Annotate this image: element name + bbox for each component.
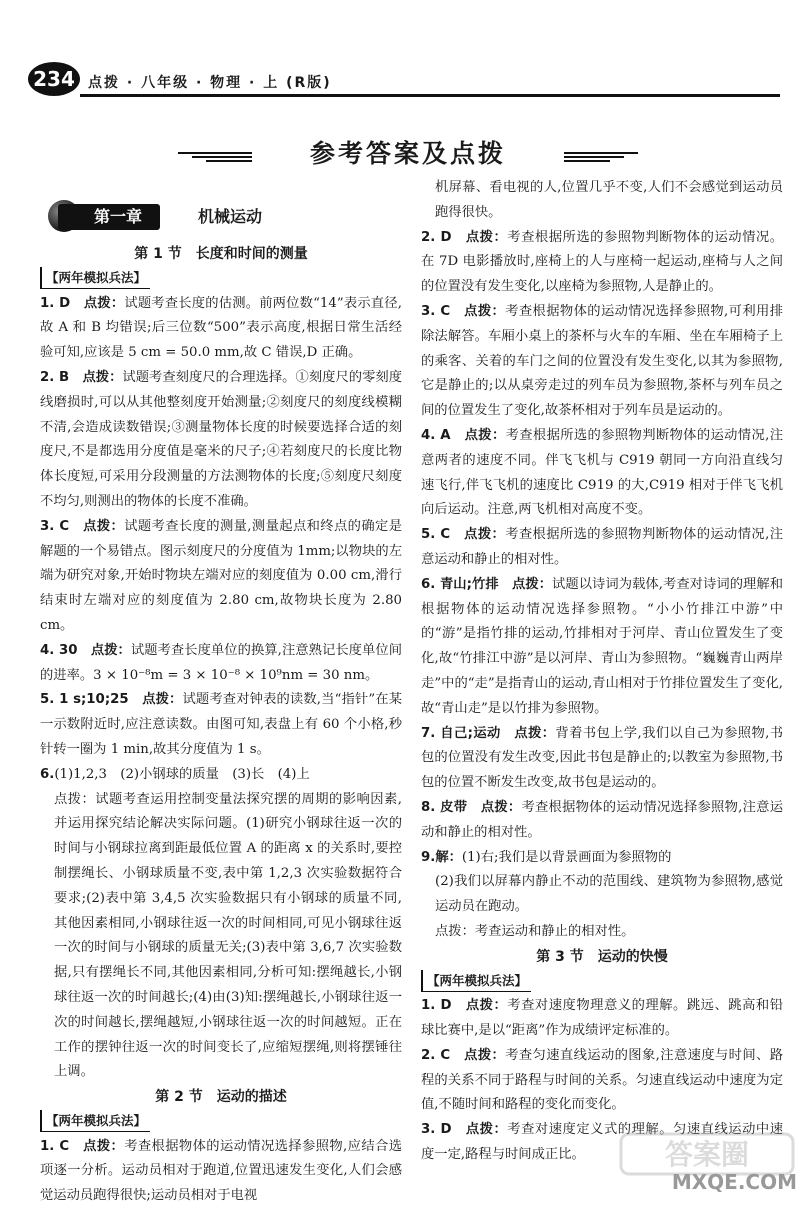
answer-text: 试题以诗词为载体,考查对诗词的理解和根据物体的运动情况选择参照物。“小小竹排江中游”中的“游”是指竹排的运动,竹排相对于河岸、青山位置发生了变化,故“竹排江中游”是以河岸、青山为参照物。“巍巍青山两岸走”中的“走”是指青山的运动,青山相对于竹排位置发生了变化,故“青山走”是以竹排为参照物。 — [421, 576, 784, 716]
answer-explanation: (2)我们以屏幕内静止不动的范围线、建筑物为参照物,感觉运动员在跑动。 — [435, 874, 783, 915]
answer-number: 1. D — [421, 998, 452, 1014]
answer-text: 试题考查对钟表的读数,当“指针”在某一示数附近时,应注意读数。由图可知,表盘上有 60 个小格,秒针转一圈为 1 min,故其分度值为 1 s。 — [40, 692, 403, 757]
answer-item — [421, 523, 783, 573]
answer-text: 考查根据所选的参照物判断物体的运动情况,注意运动和静止的相对性。 — [421, 527, 783, 567]
right-column — [421, 176, 783, 1168]
hint-keyword: 点拨： — [54, 791, 96, 807]
answer-item — [40, 688, 402, 762]
answer-number: 3. D — [421, 1122, 452, 1138]
section-title: 第 3 节 运动的快慢 — [536, 948, 668, 965]
answer-text: 试题考查刻度尺的合理选择。①刻度尺的零刻度线磨损时,可以从其他整刻度开始测量;②刻度尺的刻度线模糊不清,会造成读数错误;③测量物体长度的时候要选择合适的刻度尺,不是都选用分度值是毫米的尺子;④若刻度尺的长度比物体长度短,可采用分段测量的方法测物体的长度;⑤刻度尺刻度不均匀,则测出的物体的长度不准确。 — [40, 369, 403, 509]
hint-keyword: 点拨： — [465, 229, 508, 245]
practice-tag: 【两年模拟兵法】 — [421, 970, 531, 992]
answer-number: 9. — [421, 849, 436, 865]
answer-item — [421, 424, 783, 523]
answer-text: 背着书包上学,我们以自己为参照物,书包的位置没有发生改变,因此书包是静止的;以教室为参照物,书包的位置不断发生改变,故书包是运动的。 — [421, 725, 784, 791]
answer-item — [40, 515, 402, 639]
answer-number: 7. 自己;运动 — [421, 725, 501, 741]
answer-number: 1. D — [40, 295, 71, 311]
answer-item — [40, 639, 402, 689]
s1-answer-list — [40, 292, 402, 1086]
chapter-label: 第一章 — [58, 204, 160, 230]
hint-keyword: 点拨： — [83, 1138, 125, 1154]
title-block — [258, 134, 558, 178]
answer-text: 试题考查运用控制变量法探究摆的周期的影响因素,并运用探究结论解决实际问题。(1)研究小钢球往返一次的时间与小钢球拉离到距最低位置 A 的距离 x 的关系时,要控制摆绳长、小钢球质量不变,表中第 1,2,3 次实验数据符合要求;(2)表中第 3,4,5 次实验数据只有小钢球的质量不同,其他因素相同,小钢球往返一次的时间相同,可见小钢球往返一次的时间与小钢球的质量无关;(3)表中第 3,6,7 次实验数据,只有摆绳长不同,其他因素相同,分析可知:摆绳越长,小钢球往返一次的时间越长;(4)由(3)知:摆绳越长,小钢球往返一次的时间越长,摆绳越短,小钢球往返一次的时间越短。正在工作的摆钟往返一次的时间变长了,应缩短摆绳,则将摆锤往上调。 — [54, 791, 403, 1080]
answer-item — [421, 994, 783, 1044]
answer-text: 考查根据所选的参照物判断物体的运动情况,注意两者的速度不同。伴飞飞机与 C919 朝同一方向沿直线匀速飞行,伴飞飞机的速度比 C919 的大,C919 相对于伴飞飞机向后运动。注意,两飞机相对高度不变。 — [421, 427, 784, 518]
answer-item — [421, 300, 783, 424]
hint-keyword: 点拨： — [83, 518, 125, 534]
answer-text: 试题考查长度的测量,测量起点和终点的确定是解题的一个易错点。图示刻度尺的分度值为 1mm;以物块的左端为研究对象,开始时物块左端对应的刻度值为 0.00 cm,滑行结束时左端对应的刻度值为 2.80 cm,故物块长度为 2.80 cm。 — [40, 518, 402, 633]
answer-number: 6. 青山;竹排 — [421, 576, 499, 592]
hint-keyword: 点拨： — [464, 303, 506, 319]
answer-item — [421, 722, 783, 796]
answer-text: 考查根据所选的参照物判断物体的运动情况。在 7D 电影播放时,座椅上的人与座椅一起运动,座椅与人之间的位置没有发生变化,以座椅为参照物,人是静止的。 — [421, 229, 783, 295]
hint-keyword: 点拨： — [90, 642, 131, 658]
hint-keyword: 点拨： — [464, 427, 506, 443]
answer-item — [40, 292, 402, 366]
answer-text: 考查根据物体的运动情况选择参照物,可利用排除法解答。车厢小桌上的茶杯与火车的车厢、坐在车厢椅子上的乘客、关着的车门之间的位置没有发生变化,以其为参照物,它是静止的;以从桌旁走过的列车员为参照物,茶杯与列车员之间的位置发生了变化,故茶杯相对于列车员是运动的。 — [421, 303, 783, 419]
answer-text: 考查运动和静止的相对性。 — [474, 923, 635, 939]
answer-text: 考查根据物体的运动情况选择参照物,注意运动和静止的相对性。 — [421, 799, 784, 840]
answer-number: 1. C — [40, 1138, 70, 1154]
title-decoration-left-icon — [178, 150, 252, 164]
answer-text: 考查匀速直线运动的图象,注意速度与时间、路程的关系不同于路程与时间的关系。匀速直线运动中速度为定值,不随时间和路程的变化而变化。 — [421, 1047, 783, 1113]
section-title: 第 2 节 运动的描述 — [155, 1089, 287, 1106]
answer-item — [421, 846, 783, 871]
answer-number: 2. D — [421, 229, 452, 245]
answer-number: 6. — [40, 766, 55, 782]
answer-value: (1)1,2,3 (2)小钢球的质量 (3)长 (4)上 — [54, 766, 310, 782]
answer-item — [421, 226, 783, 300]
answer-item — [421, 796, 783, 846]
answer-number: 3. C — [40, 518, 70, 534]
answer-number: 5. 1 s;10;25 — [40, 692, 129, 708]
title-decoration-right-icon — [564, 150, 638, 164]
answer-item — [421, 1044, 783, 1118]
running-title: 点拨 · 八年级 · 物理 · 上 (R版) — [88, 75, 332, 91]
page-number: 234 — [28, 62, 80, 96]
answer-explanation — [40, 788, 402, 1086]
answer-number: 3. C — [421, 303, 451, 319]
hint-keyword: 点拨： — [142, 692, 183, 708]
answer-number: 2. B — [40, 369, 70, 385]
answer-item — [40, 366, 402, 515]
answer-item — [421, 573, 783, 722]
answer-item — [40, 1135, 402, 1209]
answer-number: 4. A — [421, 427, 451, 443]
section-title: 第 1 节 长度和时间的测量 — [134, 246, 308, 262]
answer-number: 5. C — [421, 527, 451, 543]
hint-keyword: 点拨： — [464, 1047, 506, 1063]
answer-number: 4. 30 — [40, 642, 78, 658]
answer-item — [40, 763, 402, 788]
answer-text: 考查根据物体的运动情况选择参照物,应结合选项逐一分析。运动员相对于跑道,位置迅速发生变化,人们会感觉运动员跑得很快;运动员相对于电视 — [40, 1138, 402, 1204]
hint-keyword: 点拨： — [514, 725, 556, 741]
hint-keyword: 点拨： — [465, 998, 508, 1014]
left-column — [40, 176, 402, 1209]
answer-continuation: 机屏幕、看电视的人,位置几乎不变,人们不会感觉到运动员跑得很快。 — [435, 180, 783, 220]
answer-text: 考查对速度定义式的理解。匀速直线运动中速度一定,路程与时间成正比。 — [421, 1122, 783, 1163]
answer-text: (1)右;我们是以背景画面为参照物的 — [461, 849, 672, 865]
chapter-name: 机械运动 — [198, 207, 263, 226]
answer-text: 试题考查长度单位的换算,注意熟记长度单位间的进率。3 × 10⁻⁸m = 3 × 10⁻⁸ × 10⁹nm = 30 nm。 — [40, 642, 402, 683]
hint-keyword: 点拨： — [82, 369, 123, 385]
answer-explanation — [421, 920, 783, 945]
answer-number: 8. 皮带 — [421, 799, 468, 815]
hint-keyword: 点拨： — [83, 295, 125, 311]
hint-keyword: 点拨： — [435, 923, 475, 939]
answer-text: 试题考查长度的估测。前两位数“14”表示直径,故 A 和 B 均错误;后三位数“500”表示高度,根据日常生活经验可知,应该是 5 cm = 50.0 mm,故 C 错误,D 正确。 — [40, 295, 403, 361]
hint-keyword: 点拨： — [464, 527, 506, 543]
hint-keyword: 点拨： — [512, 576, 553, 592]
watermark-text: 答案圈 — [664, 1138, 750, 1171]
answer-text: 考查对速度物理意义的理解。跳远、跳高和铅球比赛中,是以“距离”作为成绩评定标准的。 — [421, 998, 783, 1039]
page-title: 参考答案及点拨 — [309, 139, 506, 168]
watermark-url: MXQE.COM — [671, 1170, 797, 1194]
solution-keyword: 解： — [435, 849, 462, 865]
hint-keyword: 点拨： — [480, 799, 522, 815]
header-divider — [80, 94, 780, 97]
hint-keyword: 点拨： — [465, 1122, 508, 1138]
chapter-heading — [40, 196, 402, 242]
practice-tag: 【两年模拟兵法】 — [40, 267, 150, 289]
practice-tag: 【两年模拟兵法】 — [40, 1110, 150, 1132]
page-header — [28, 58, 788, 98]
answer-number: 2. C — [421, 1047, 451, 1063]
